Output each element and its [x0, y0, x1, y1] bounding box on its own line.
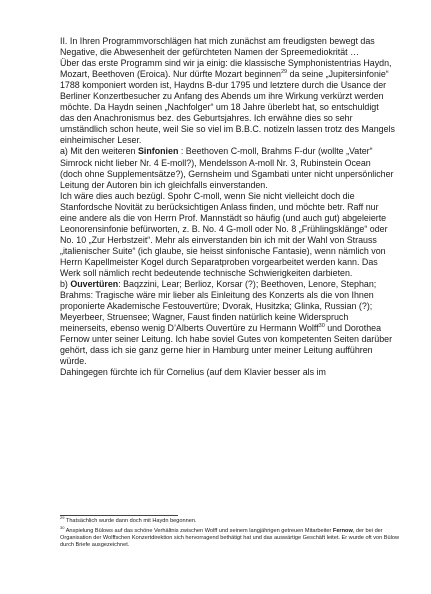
footnote-ref-30: 30: [318, 323, 325, 330]
letter-body: [60, 36, 395, 378]
paragraph-cornelius: Dahingegen fürchte ich für Cornelius (auf dem Klavier besser als im: [60, 367, 326, 378]
paragraph-overtures: b) Ouvertüren: Baqzzini, Lear; Berlioz, Korsar (?); Beethoven, Lenore, Stephan; Brahms: Tragische wäre mir lieber als Einleitung des Konzerts als die von Ihnen proponierte Akademische Festouvertüre; Dvorak, Husitzka; Glinka, Russian (?); Meyerbeer, Struensee; Wagner, Faust finden natürlich keine Widerspruch meinerseits, ebenso wenig D’Alberts Ouvertüre zu Hermann Wolff$^{30}$ und Dorothea Fernow unter seiner Leitung. Ich habe soviel Gutes von kompetenten Seiten darüber gehört, dass ich sie ganz gerne hier in Hamburg unter meiner Leitung aufführen würde.: [60, 279, 393, 367]
footnote-separator: [60, 515, 178, 516]
heading-ouvertueren: Ouvertüren: [70, 279, 119, 290]
footnotes: [60, 515, 400, 552]
heading-sinfonien: Sinfonien: [137, 146, 179, 157]
paragraph-spohr-raff: Ich wäre dies auch bezügl. Spohr C-moll, wenn Sie nicht vielleicht doch die Stanfordsche Novität zu berücksichtigen Anlass finden, und möchte betr. Raff nur eine andere als die von Herrn Prof. Mannstädt so häufig (und auch gut) abgeleierte Leonorensinfonie befürworten, z. B. No. 4 G-moll oder No. 8 „Frühlingsklänge“ oder No. 10 „Zur Herbstzeit“. Mehr als einverstanden bin ich mit der Wahl von Strauss „italienischer Suite“ (ich glaube, sie heisst sinfonische Fantasie), wenn nämlich von Herrn Kapellmeister Kogel durch Separatproben vorgearbeitet werden kann. Das Werk soll nämlich recht bedeutende technische Schwierigkeiten darbieten.: [60, 190, 388, 278]
paragraph-intro: II. In Ihren Programmvorschlägen hat mich zunächst am freudigsten bewegt das Negative, die Abwesenheit der gefürchteten Namen der Spreemediokrität …: [60, 36, 375, 58]
footnote-ref-29: 29: [281, 69, 288, 76]
paragraph-symphonies: a) Mit den weiteren Sinfonien : Beethoven C-moll, Brahms F-dur (wollte „Vater“ Simrock nicht lieber Nr. 4 E-moll?), Mendelsson A-moll Nr. 3, Rubinstein Ocean (doch ohne Supplementsätze?), Gernsheim und Sgambati unter nicht unpersönlicher Leitung der Autoren bin ich gleichfalls einverstanden.: [60, 146, 394, 190]
footnote-29: $^{29}$ Thatsächlich wurde dann doch mit Haydn begonnen.: [60, 515, 197, 524]
paragraph-first-program: Über das erste Programm sind wir ja einig: die klassische Symphonistentrias Haydn, Mozart, Beethoven (Eroica). Nur dürfte Mozart beginnen$^{29}$ da seine „Jupitersinfonie“ 1788 komponiert worden ist, Haydns B-dur 1795 und letztere durch die Usance der Berliner Konzertbesucher zu Anfang des Abends um ihre Wirkung verkürzt werden möchte. Da Haydn seinen „Nachfolger“ um 18 Jahre überlebt hat, so entschuldigt das den Anachronismus bez. des Geburtsjahres. Ich erwähne dies so sehr umständlich schon heute, weil Sie so viel im B.B.C. notizeln lassen trotz des Mangels einheimischer Leser.: [60, 58, 395, 146]
footnote-30: $^{30}$ Anspielung Bülows auf das schöne Verhältnis zwischen Wolff und seinem langjährigen getreuen Mitarbeiter Fernow, der bei der Organisation der Wolffschen Konzertdirektion sich hervorragend bethätigt hat und das auswärtige Geschäft leitet. Er wurde oft von Bülow durch Briefe ausgezeichnet.: [60, 524, 400, 549]
